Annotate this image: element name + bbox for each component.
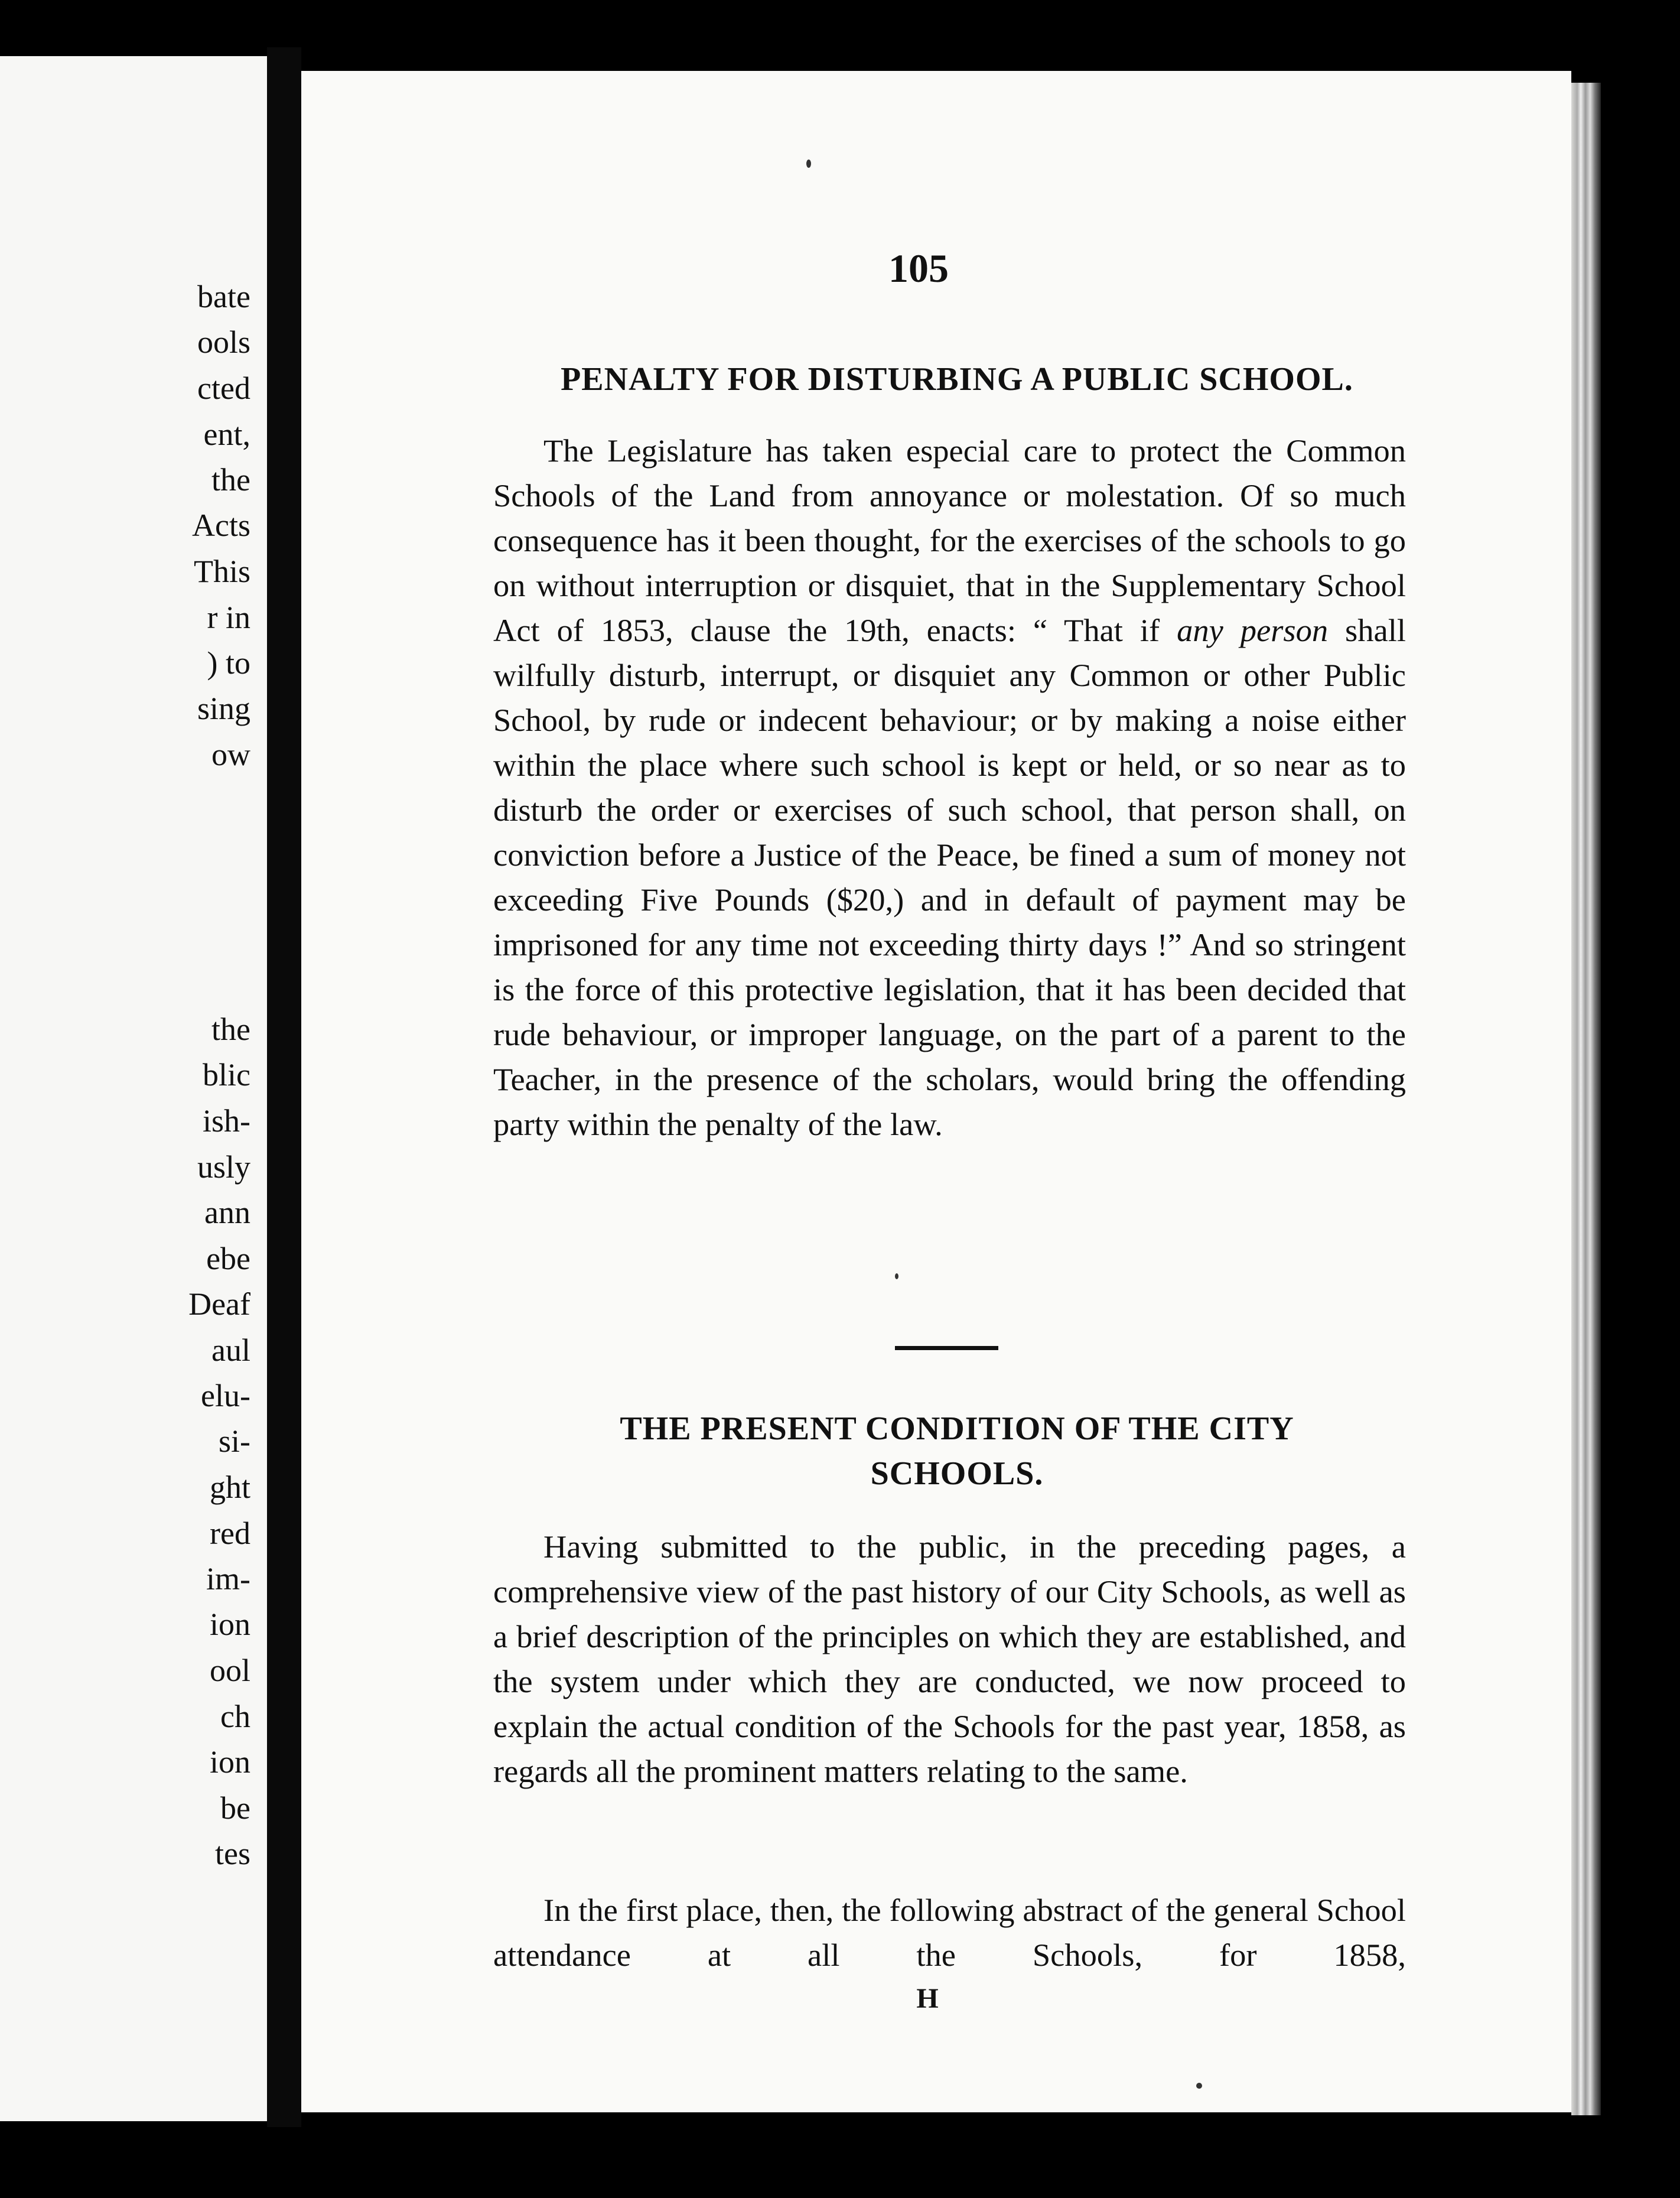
scan-speck bbox=[895, 1273, 898, 1279]
left-page-line: im- bbox=[206, 1561, 250, 1597]
book-gutter bbox=[267, 47, 301, 2127]
left-page-line: ool bbox=[209, 1653, 250, 1688]
left-page-line: Deaf bbox=[188, 1286, 250, 1322]
paragraph-penalty-emphasis: any person bbox=[1177, 612, 1329, 648]
left-page-line: red bbox=[210, 1516, 250, 1551]
left-page-line: si- bbox=[219, 1423, 250, 1459]
paragraph-condition bbox=[493, 1524, 1406, 1794]
left-page-line: ish- bbox=[203, 1103, 250, 1139]
section-heading-condition-line1: THE PRESENT CONDITION OF THE CITY bbox=[620, 1410, 1294, 1447]
left-page-line: ann bbox=[204, 1195, 250, 1230]
scan-speck bbox=[806, 160, 811, 168]
paragraph-penalty-text-a: The Legislature has taken especial care to protect the Common Schools of the Land from annoyance or molestation. Of so much consequence has it been thought, for the exercises of the schools to go on without interruption or disquiet, that in the Supplementary School Act of 1853, clause the 19th, enacts: “ That if bbox=[493, 433, 1406, 648]
left-page-line: aul bbox=[211, 1332, 250, 1368]
paragraph-condition-text: Having submitted to the public, in the preceding pages, a comprehensive view of the past history of our City Schools, as well as a brief description of the principles on which they are established, and the system under which they are conducted, we now proceed to explain the actual condition of the Schools for the past year, 1858, as regards all the prominent matters relating to the same. bbox=[493, 1529, 1406, 1789]
left-page-line: ow bbox=[211, 737, 250, 772]
scan-speck bbox=[1196, 2083, 1202, 2089]
section-heading-penalty: PENALTY FOR DISTURBING A PUBLIC SCHOOL. bbox=[561, 361, 1353, 398]
left-page-line: ght bbox=[209, 1469, 250, 1505]
left-page-line: tes bbox=[215, 1836, 250, 1871]
page-number: 105 bbox=[888, 246, 949, 291]
paragraph-abstract-text: In the first place, then, the following abstract of the general School attendance at all the Schools, for 1858, bbox=[493, 1892, 1406, 1973]
section-heading-condition bbox=[496, 1406, 1418, 1496]
paragraph-abstract bbox=[493, 1888, 1406, 1978]
left-page-text bbox=[0, 56, 267, 2121]
left-page-line: usly bbox=[197, 1149, 250, 1185]
left-page-line: the bbox=[211, 1012, 250, 1047]
left-page-line: the bbox=[211, 462, 250, 498]
paragraph-penalty-text-b: shall wilfully disturb, interrupt, or disquiet any Common or other Public School, by rude or indecent behaviour; or by making a noise either within the place where such school is kept or held, or so near as to disturb the order or exercises of such school, that person shall, on conviction before a Justice of the Peace, be fined a sum of money not exceeding Five Pounds ($20,) and in default of payment may be imprisoned for any time not exceeding thirty days !” And so stringent is the force of this protective legislation, that it has been decided that rude behaviour, or improper language, on the part of a parent to the Teacher, in the presence of the scholars, would bring the offending party within the penalty of the law. bbox=[493, 612, 1406, 1142]
left-page-line: cted bbox=[197, 370, 250, 406]
left-page-line: elu- bbox=[201, 1378, 250, 1413]
left-page-line: ion bbox=[209, 1607, 250, 1642]
left-page-line: ools bbox=[197, 324, 250, 360]
paragraph-penalty bbox=[493, 428, 1406, 1147]
left-page-line: ) to bbox=[207, 645, 250, 681]
left-page-line: blic bbox=[203, 1057, 250, 1093]
scan-background bbox=[1601, 83, 1680, 2115]
left-page-line: ent, bbox=[203, 417, 250, 452]
left-page-line: ebe bbox=[206, 1241, 250, 1276]
left-page-line: ion bbox=[209, 1744, 250, 1780]
left-page-line: be bbox=[220, 1790, 250, 1826]
left-page-line: bate bbox=[197, 279, 250, 314]
left-page-line: sing bbox=[197, 691, 250, 726]
section-divider bbox=[895, 1346, 998, 1350]
left-page-line: ch bbox=[220, 1699, 250, 1734]
left-page-line: Acts bbox=[192, 508, 250, 543]
left-page-fragment bbox=[0, 56, 267, 2121]
signature-mark: H bbox=[916, 1983, 939, 2014]
left-page-line: r in bbox=[207, 600, 250, 635]
section-heading-condition-line2: SCHOOLS. bbox=[870, 1455, 1044, 1492]
left-page-line: This bbox=[193, 554, 250, 589]
page-edge bbox=[1571, 83, 1601, 2115]
